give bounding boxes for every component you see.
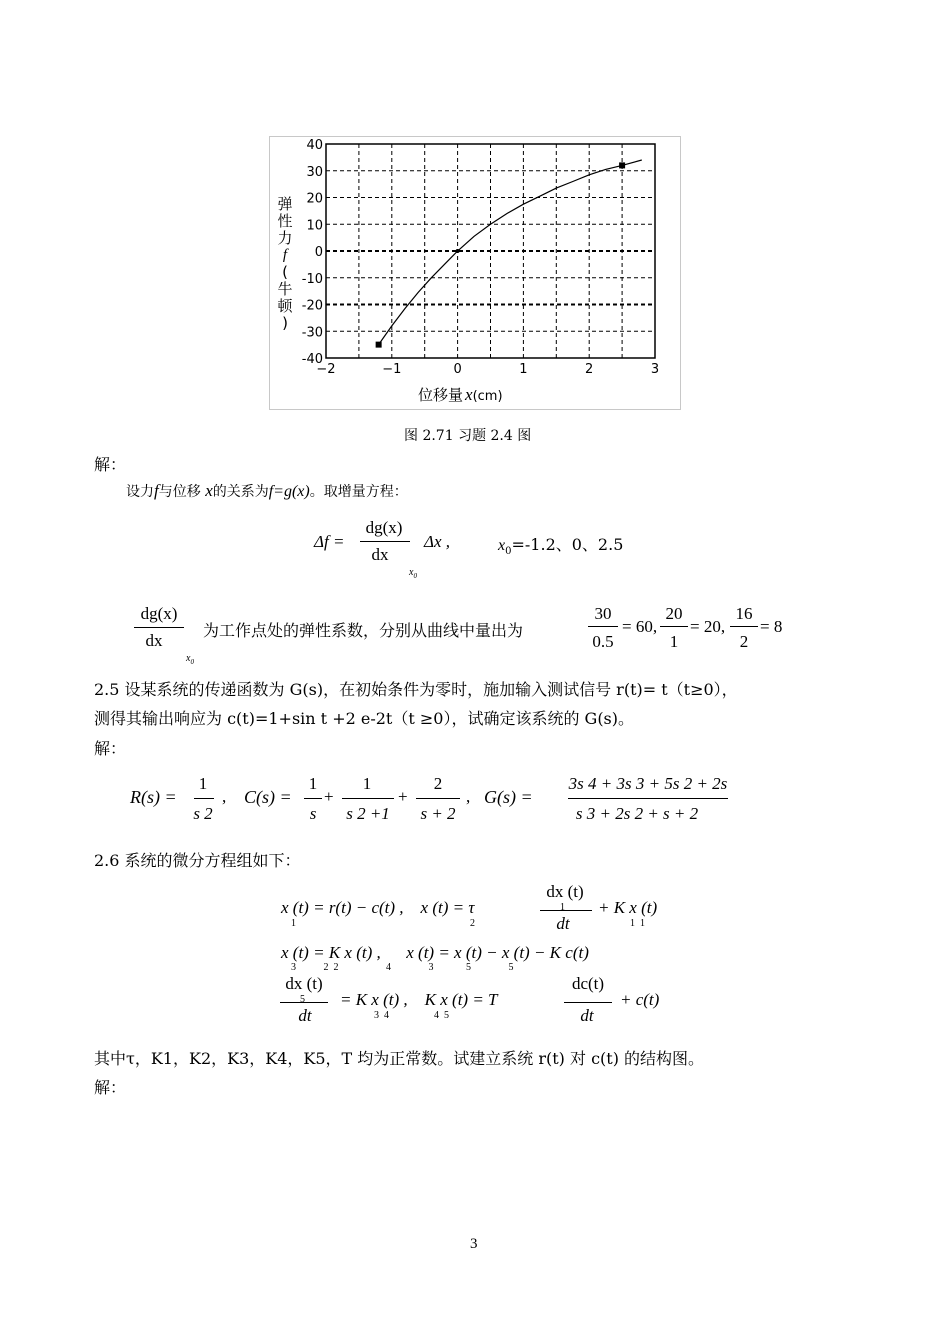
operating-points: $x_0=-1.2$、0、2.5	[498, 535, 624, 558]
origin-point-marker	[456, 249, 460, 253]
eq1-den: dt	[556, 914, 570, 933]
y-tick-label: -10	[301, 271, 323, 287]
x-tick-label: −2	[316, 362, 336, 377]
eq3-right: + c(t)	[620, 990, 660, 1009]
eq1-bar	[540, 910, 592, 911]
chart-y-label	[274, 196, 296, 332]
eq3-den: dt	[298, 1006, 312, 1025]
eq3-den2: dt	[580, 1006, 594, 1025]
C3-den: s + 2	[420, 804, 456, 823]
chart-x-label: 位移量 x(cm)	[418, 385, 503, 404]
frac1-num: 30	[594, 604, 612, 623]
eq3-num: dx (t)	[285, 974, 323, 993]
x-tick-label: 3	[650, 362, 660, 377]
G-of-s: G(s) =	[484, 787, 533, 807]
frac3-num: 16	[735, 604, 753, 623]
C1-num: 1	[308, 774, 318, 793]
eq1-num: dx (t)	[546, 882, 584, 901]
C2-num: 1	[362, 774, 372, 793]
dgx-numerator: dg(x)	[365, 518, 403, 537]
y-tick-label: -20	[301, 298, 323, 314]
y-tick-label: -30	[301, 325, 323, 341]
R-den: s 2	[193, 804, 213, 823]
eq1-left: x (t) = r(t) − c(t) , x (t) = τ	[281, 898, 475, 917]
R-bar	[194, 798, 214, 799]
C3-bar	[416, 798, 460, 799]
plus-1: +	[324, 787, 334, 806]
dgx-numerator-2: dg(x)	[140, 604, 178, 623]
figure-caption: 图 2.71 习题 2.4 图	[404, 428, 532, 444]
operating-point-marker	[376, 342, 382, 348]
C-of-s: C(s) =	[244, 787, 292, 807]
eq3-bar2	[564, 1002, 612, 1003]
force-curve	[379, 160, 642, 345]
y-tick-label: 10	[306, 218, 323, 234]
y-tick-label: 20	[306, 191, 323, 207]
y-label-char: (	[282, 263, 288, 281]
G-num: 3s 4 + 3s 3 + 5s 2 + 2s	[568, 774, 728, 793]
y-label-char: 力	[277, 229, 293, 247]
delta-f: Δf =	[314, 532, 345, 551]
C2-bar	[342, 798, 394, 799]
comma-1: ,	[222, 787, 227, 806]
delta-x: Δx ,	[424, 532, 451, 551]
R-of-s: R(s) =	[130, 787, 177, 807]
G-bar	[568, 798, 728, 799]
frac1-den: 0.5	[592, 632, 614, 651]
x-tick-label: 2	[585, 362, 594, 377]
problem-26-desc: 其中τ，K1，K2，K3，K4，K5，T 均为正常数。试建立系统 r(t) 对 c(t) 的结构图。	[94, 1049, 705, 1068]
page-number: 3	[470, 1236, 478, 1252]
s24-intro: 设力f与位移 x的关系为f=g(x)。取增量方程：	[126, 481, 408, 500]
y-label-char: 牛	[277, 280, 293, 298]
eq3-bar	[280, 1002, 328, 1003]
x0-eval: $x_0$	[409, 567, 417, 580]
frac2-bar	[660, 626, 688, 627]
eq3-num-sub: 5	[300, 994, 305, 1005]
problem-25-line1: 2.5 设某系统的传递函数为 G(s)，在初始条件为零时，施加输入测试信号 r(t)= t（t≥0），	[94, 680, 738, 699]
result-1: = 60,	[622, 617, 658, 636]
dx-denominator-2: dx	[145, 631, 163, 650]
comma-2: ,	[466, 787, 471, 806]
dx-denominator: dx	[371, 545, 389, 564]
eq1-right-sub: 1 1	[630, 918, 645, 929]
x-tick-label: 1	[519, 362, 528, 377]
eq1-sub-a: 1	[291, 918, 296, 929]
y-tick-label: 30	[306, 164, 323, 180]
solution-label-26: 解：	[94, 1078, 127, 1097]
y-label-char: 顿	[277, 297, 293, 315]
y-label-char: 弹	[277, 195, 293, 213]
operating-point-marker	[619, 162, 625, 168]
x-tick-label: 0	[453, 362, 462, 377]
elastic-force-chart	[269, 136, 681, 410]
y-tick-label: 0	[314, 245, 323, 260]
y-label-char: f	[282, 247, 288, 263]
G-den: s 3 + 2s 2 + s + 2	[575, 804, 699, 823]
y-label-char: 性	[277, 212, 293, 230]
frac2-den: 1	[669, 632, 679, 651]
eq1-sub-b: 2	[470, 918, 475, 929]
eq2-subs: 3 2 2 4 3 5 5	[291, 962, 514, 973]
solution-label-25: 解：	[94, 739, 127, 758]
result-2: = 20,	[690, 617, 726, 636]
eq1-right: + K x (t)	[598, 898, 658, 917]
y-tick-label: -40	[301, 352, 323, 367]
frac-bar-dgdx	[360, 541, 410, 542]
y-label-char: )	[282, 314, 288, 332]
x0-eval-2: $x_0$	[186, 653, 194, 666]
stiffness-desc: 为工作点处的弹性系数，分别从曲线中量出为	[203, 621, 524, 640]
solution-label-24: 解：	[94, 455, 127, 474]
eq3-num2: dc(t)	[571, 974, 605, 993]
R-num: 1	[198, 774, 208, 793]
eq1-num-sub: 1	[560, 902, 565, 913]
y-tick-label: 40	[306, 138, 323, 153]
C1-den: s	[309, 804, 317, 823]
frac2-num: 20	[665, 604, 683, 623]
problem-25-line2: 测得其输出响应为 c(t)=1+sin t +2 e-2t（t ≥0），试确定该系统的 G(s)。	[94, 709, 635, 728]
eq2: x (t) = K x (t) , x (t) = x (t) − x (t) − K c(t)	[281, 943, 589, 962]
C3-num: 2	[433, 774, 443, 793]
frac-bar-dgdx-2	[134, 627, 184, 628]
eq3-mid-subs: 3 4 4 5	[374, 1010, 449, 1021]
frac1-bar	[588, 626, 618, 627]
result-3: = 8	[760, 617, 783, 636]
problem-26-title: 2.6 系统的微分方程组如下：	[94, 851, 301, 870]
C1-bar	[304, 798, 322, 799]
frac3-den: 2	[739, 632, 749, 651]
plus-2: +	[398, 787, 408, 806]
C2-den: s 2 +1	[346, 804, 390, 823]
x-tick-label: −1	[382, 362, 402, 377]
eq3-mid: = K x (t) , K x (t) = T	[340, 990, 498, 1009]
frac3-bar	[730, 626, 758, 627]
